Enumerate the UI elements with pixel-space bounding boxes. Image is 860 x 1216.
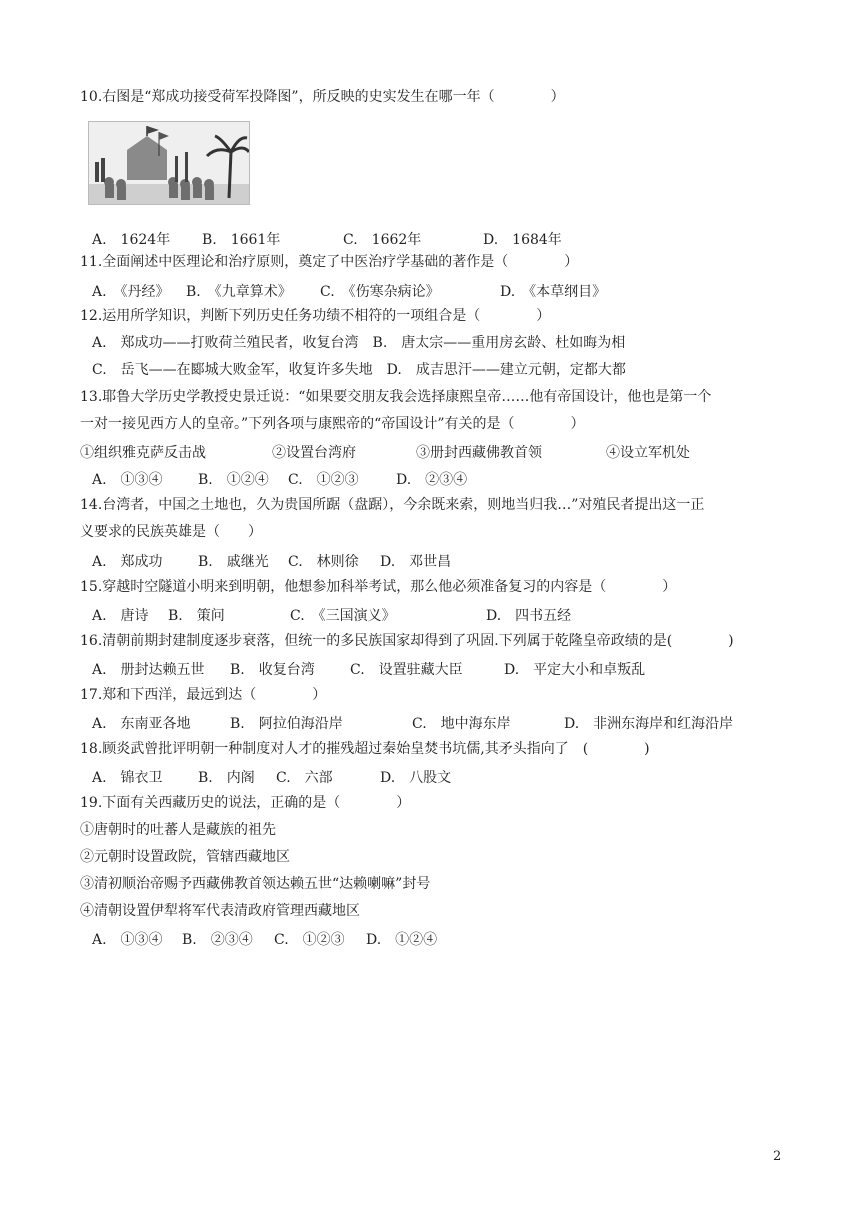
q14-option-b: B. 戚继光	[198, 554, 269, 570]
q19-item-1: ①唐朝时的吐蕃人是藏族的祖先	[80, 822, 276, 838]
q16-option-d: D. 平定大小和卓叛乱	[504, 662, 646, 678]
q19-option-a: A. ①③④	[92, 932, 163, 948]
q11-option-b: B. 《九章算术》	[186, 284, 292, 300]
q14-option-a: A. 郑成功	[92, 554, 163, 570]
q13-item-3: ③册封西藏佛教首领	[416, 445, 542, 461]
q16-option-a: A. 册封达赖五世	[92, 662, 205, 678]
q11-option-a: A. 《丹经》	[92, 284, 170, 300]
q15-option-a: A. 唐诗	[92, 608, 149, 624]
q18-option-b: B. 内阁	[198, 770, 255, 786]
q17-option-c: C. 地中海东岸	[412, 716, 511, 732]
q15-option-c: C. 《三国演义》	[290, 608, 396, 624]
q16-stem: 16.清朝前期封建制度逐步衰落，但统一的多民族国家却得到了巩固.下列属于乾隆皇帝政绩的是( )	[80, 633, 734, 649]
q17-stem: 17.郑和下西洋，最远到达（ ）	[80, 687, 327, 703]
q12-stem: 12.运用所学知识，判断下列历史任务功绩不相符的一项组合是（ ）	[80, 308, 551, 324]
q14-stem-line1: 14.台湾者，中国之土地也，久为贵国所踞（盘踞），今余既来索，则地当归我…”对殖民者提出这一正	[80, 497, 705, 513]
q13-option-c: C. ①②③	[288, 472, 359, 488]
q12-options-line2: C. 岳飞——在郾城大败金军，收复许多失地 D. 成吉思汗——建立元朝，定都大都	[92, 362, 626, 378]
q19-option-d: D. ①②④	[366, 932, 438, 948]
surrender-illustration	[88, 121, 250, 205]
q13-stem-line1: 13.耶鲁大学历史学教授史景迁说：“如果要交朋友我会选择康熙皇帝……他有帝国设计，他也是第一个	[80, 389, 712, 405]
q18-option-a: A. 锦衣卫	[92, 770, 163, 786]
q12-options-line1: A. 郑成功——打败荷兰殖民者，收复台湾 B. 唐太宗——重用房玄龄、杜如晦为相	[92, 335, 626, 351]
q13-option-d: D. ②③④	[396, 472, 468, 488]
q19-item-3: ③清初顺治帝赐予西藏佛教首领达赖五世“达赖喇嘛”封号	[80, 876, 431, 892]
q10-option-d: D. 1684年	[483, 232, 562, 248]
q10-option-c: C. 1662年	[343, 232, 422, 248]
q19-item-2: ②元朝时设置政院，管辖西藏地区	[80, 849, 290, 865]
q10-stem: 10.右图是“郑成功接受荷军投降图”，所反映的史实发生在哪一年（ ）	[80, 89, 565, 105]
q17-option-d: D. 非洲东海岸和红海沿岸	[564, 716, 734, 732]
q19-stem: 19.下面有关西藏历史的说法，正确的是（ ）	[80, 795, 411, 811]
surrender-illustration-image	[89, 122, 249, 204]
q11-stem: 11.全面阐述中医理论和治疗原则，奠定了中医治疗学基础的著作是（ ）	[80, 254, 579, 270]
q15-option-b: B. 策问	[168, 608, 225, 624]
q13-option-b: B. ①②④	[198, 472, 269, 488]
q11-option-c: C. 《伤寒杂病论》	[320, 284, 440, 300]
q14-option-c: C. 林则徐	[288, 554, 359, 570]
q17-option-a: A. 东南亚各地	[92, 716, 191, 732]
q13-item-4: ④设立军机处	[606, 445, 690, 461]
q18-option-d: D. 八股文	[380, 770, 452, 786]
q10-option-a: A. 1624年	[92, 232, 171, 248]
q13-item-1: ①组织雅克萨反击战	[80, 445, 206, 461]
q19-option-c: C. ①②③	[274, 932, 345, 948]
q18-option-c: C. 六部	[276, 770, 333, 786]
q15-stem: 15.穿越时空隧道小明来到明朝，他想参加科举考试，那么他必须准备复习的内容是（ ）	[80, 579, 677, 595]
q14-option-d: D. 邓世昌	[380, 554, 452, 570]
q19-item-4: ④清朝设置伊犁将军代表清政府管理西藏地区	[80, 903, 360, 919]
q13-option-a: A. ①③④	[92, 472, 163, 488]
q13-item-2: ②设置台湾府	[272, 445, 356, 461]
q15-option-d: D. 四书五经	[486, 608, 572, 624]
q18-stem: 18.顾炎武曾批评明朝一种制度对人才的摧残超过秦始皇焚书坑儒,其矛头指向了 ( )	[80, 741, 650, 757]
q14-stem-line2: 义要求的民族英雄是（ ）	[80, 524, 262, 540]
q17-option-b: B. 阿拉伯海沿岸	[230, 716, 343, 732]
page-number: 2	[773, 1149, 782, 1164]
q16-option-b: B. 收复台湾	[230, 662, 315, 678]
q11-option-d: D. 《本草纲目》	[500, 284, 607, 300]
q16-option-c: C. 设置驻藏大臣	[350, 662, 463, 678]
q13-stem-line2: 一对一接见西方人的皇帝。”下列各项与康熙帝的“帝国设计”有关的是（ ）	[80, 416, 585, 432]
q19-option-b: B. ②③④	[182, 932, 253, 948]
q10-option-b: B. 1661年	[202, 232, 281, 248]
